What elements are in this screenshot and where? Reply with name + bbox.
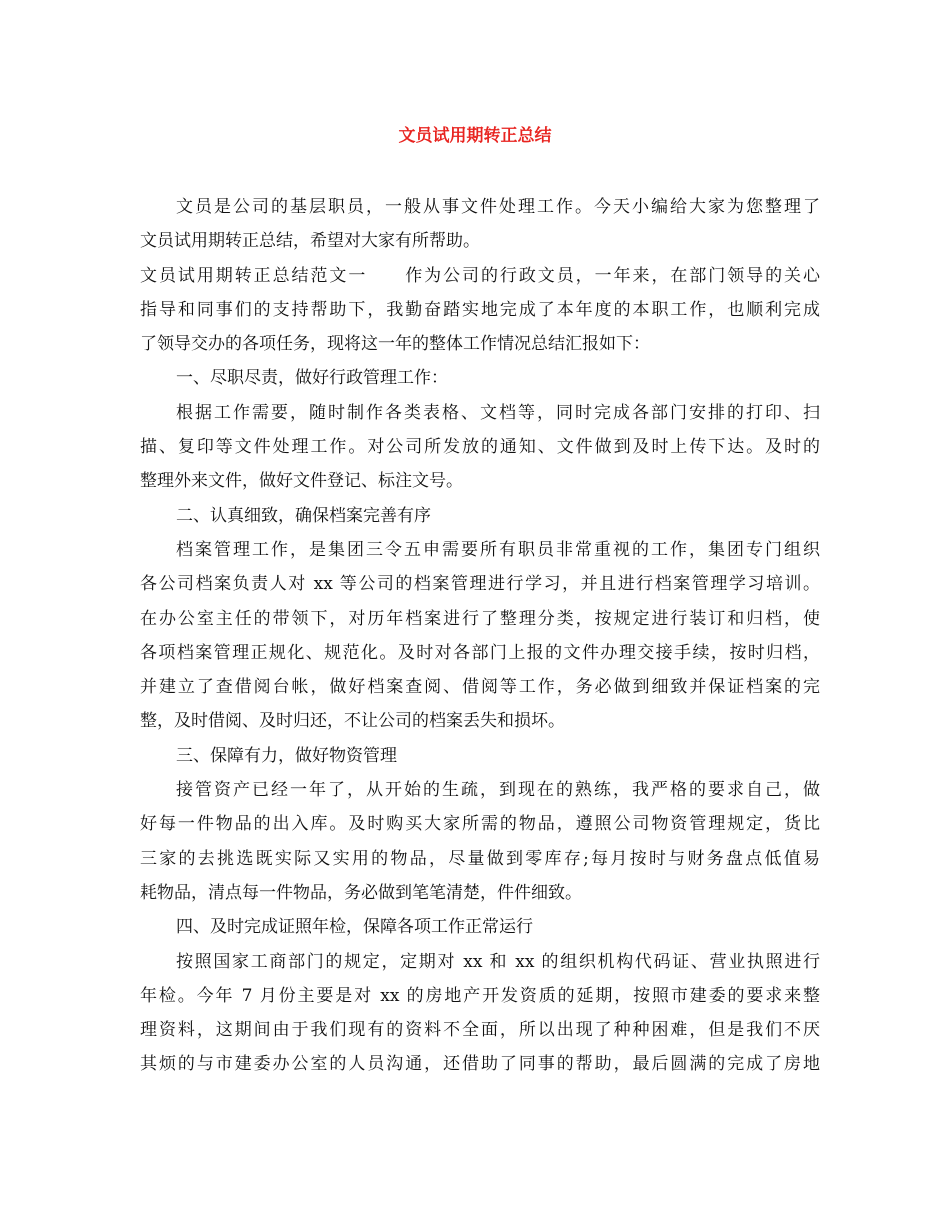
paragraph-line: 描、复印等文件处理工作。对公司所发放的通知、文件做到及时上传下达。及时的 — [140, 437, 820, 458]
paragraph-line: 整理外来文件，做好文件登记、标注文号。 — [140, 471, 463, 492]
paragraph-line: 并建立了查借阅台帐，做好档案查阅、借阅等工作，务必做到细致并保证档案的完 — [140, 677, 820, 698]
paragraph-line: 指导和同事们的支持帮助下，我勤奋踏实地完成了本年度的本职工作，也顺利完成 — [140, 299, 820, 320]
paragraph-line: 文员是公司的基层职员，一般从事文件处理工作。今天小编给大家为您整理了 — [176, 197, 820, 217]
paragraph-line: 根据工作需要，随时制作各类表格、文档等，同时完成各部门安排的打印、扫 — [176, 402, 820, 423]
paragraph-line: 接管资产已经一年了，从开始的生疏，到现在的熟练，我严格的要求自己，做 — [176, 780, 820, 801]
section-heading: 四、及时完成证照年检，保障各项工作正常运行 — [176, 917, 533, 938]
paragraph-line: 理资料，这期间由于我们现有的资料不全面，所以出现了种种困难，但是我们不厌 — [140, 1020, 820, 1041]
paragraph-line: 按照国家工商部门的规定，定期对 xx 和 xx 的组织机构代码证、营业执照进行 — [176, 951, 820, 972]
paragraph-line: 好每一件物品的出入库。及时购买大家所需的物品，遵照公司物资管理规定，货比 — [140, 814, 820, 835]
paragraph-line: 在办公室主任的带领下，对历年档案进行了整理分类，按规定进行装订和归档，使 — [140, 608, 820, 629]
paragraph-line: 耗物品，清点每一件物品，务必做到笔笔清楚，件件细致。 — [140, 882, 582, 903]
paragraph-line: 了领导交办的各项任务，现将这一年的整体工作情况总结汇报如下： — [140, 334, 650, 355]
section-heading: 一、尽职尽责，做好行政管理工作： — [176, 368, 448, 389]
paragraph-line: 三家的去挑选既实际又实用的物品，尽量做到零库存;每月按时与财务盘点低值易 — [140, 848, 820, 869]
paragraph-line: 其烦的与市建委办公室的人员沟通，还借助了同事的帮助，最后圆满的完成了房地 — [140, 1054, 820, 1075]
paragraph-line: 各项档案管理正规化、规范化。及时对各部门上报的文件办理交接手续，按时归档， — [140, 642, 820, 663]
document-body — [140, 190, 820, 1082]
paragraph-line: 文员试用期转正总结范文一 作为公司的行政文员，一年来，在部门领导的关心 — [140, 265, 820, 286]
document-title: 文员试用期转正总结 — [398, 126, 552, 146]
paragraph-line: 档案管理工作，是集团三令五申需要所有职员非常重视的工作，集团专门组织 — [176, 539, 820, 560]
paragraph-line: 整，及时借阅、及时归还，不让公司的档案丢失和损坏。 — [140, 711, 565, 732]
paragraph-line: 各公司档案负责人对 xx 等公司的档案管理进行学习，并且进行档案管理学习培训。 — [140, 574, 820, 595]
section-heading: 二、认真细致，确保档案完善有序 — [176, 505, 431, 526]
section-heading: 三、保障有力，做好物资管理 — [176, 745, 397, 766]
paragraph-line: 年检。今年 7 月份主要是对 xx 的房地产开发资质的延期，按照市建委的要求来整 — [140, 985, 820, 1006]
paragraph-line: 文员试用期转正总结，希望对大家有所帮助。 — [140, 231, 480, 252]
